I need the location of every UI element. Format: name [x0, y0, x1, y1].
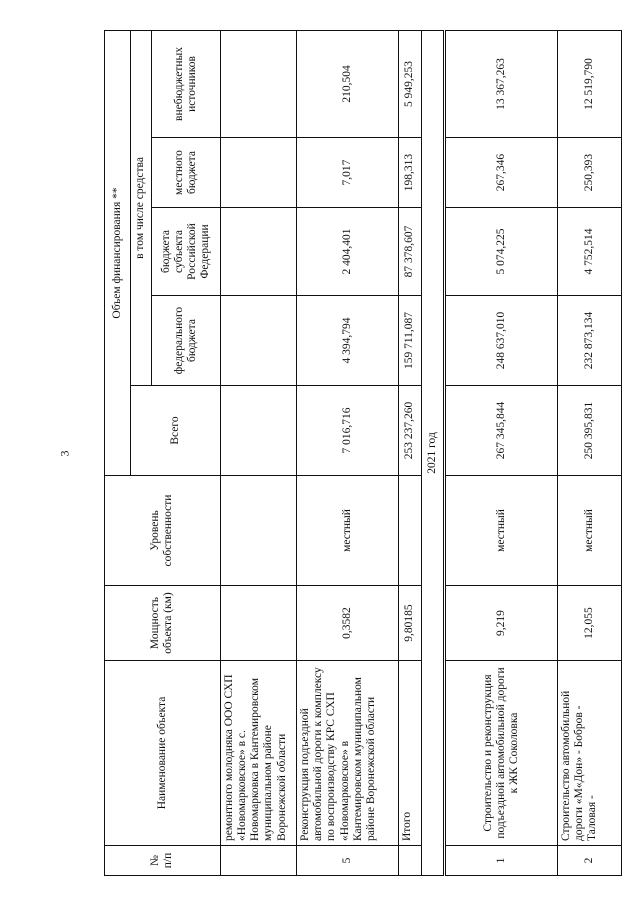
cell-local — [220, 138, 296, 208]
cell-extra — [220, 30, 296, 137]
cell-ownership: местный — [296, 476, 398, 586]
cell-federal: 232 873,134 — [557, 296, 621, 386]
cell-subject: 5 074,225 — [445, 208, 558, 296]
cell-extra: 210,504 — [296, 30, 398, 137]
cell-capacity: 12,055 — [557, 586, 621, 661]
cell-name: Строительство и реконструкция подъездной автомобильной дороги к ЖК Соколовка — [445, 661, 558, 846]
cell-num: 5 — [296, 846, 398, 876]
cell-subject: 87 378,607 — [398, 208, 422, 296]
header-capacity: Мощность объекта (км) — [105, 586, 221, 661]
cell-num — [220, 846, 296, 876]
cell-capacity: 0,3582 — [296, 586, 398, 661]
cell-local: 198,313 — [398, 138, 422, 208]
table-row — [445, 30, 558, 875]
cell-total — [220, 386, 296, 476]
table-row — [398, 30, 422, 875]
cell-ownership — [398, 476, 422, 586]
year-row — [422, 30, 445, 875]
cell-ownership: местный — [445, 476, 558, 586]
header-local: местного бюджета — [152, 138, 221, 208]
header-total: Всего — [130, 386, 220, 476]
cell-total: 7 016,716 — [296, 386, 398, 476]
cell-federal: 4 394,794 — [296, 296, 398, 386]
header-ownership: Уровень собственности — [105, 476, 221, 586]
cell-subject: 4 752,514 — [557, 208, 621, 296]
cell-ownership: местный — [557, 476, 621, 586]
header-extra: внебюджетных источников — [152, 30, 221, 137]
cell-name: Реконструкция подъездной автомобильной дороги к комплексу по воспроизводству КРС СХП «Новомарковское» в Кантемировском муниципальном районе Воронежской области — [296, 661, 398, 846]
cell-extra: 13 367,263 — [445, 30, 558, 137]
cell-num — [398, 846, 422, 876]
table-row — [220, 30, 296, 875]
cell-num: 2 — [557, 846, 621, 876]
header-num: № п/п — [105, 846, 221, 876]
cell-federal — [220, 296, 296, 386]
financing-table — [104, 30, 622, 876]
cell-capacity: 9,219 — [445, 586, 558, 661]
cell-local: 250,393 — [557, 138, 621, 208]
cell-ownership — [220, 476, 296, 586]
rotated-table-container — [104, 31, 622, 876]
cell-extra: 5 949,253 — [398, 30, 422, 137]
header-name: Наименование объекта — [105, 661, 221, 846]
table-row — [296, 30, 398, 875]
cell-subject — [220, 208, 296, 296]
cell-total: 253 237,260 — [398, 386, 422, 476]
header-incl: в том числе средства — [130, 30, 151, 385]
cell-local: 267,346 — [445, 138, 558, 208]
cell-federal: 159 711,087 — [398, 296, 422, 386]
cell-num: 1 — [445, 846, 558, 876]
cell-total: 250 395,831 — [557, 386, 621, 476]
year-label: 2021 год — [422, 30, 445, 875]
header-funding: Объем финансирования ** — [105, 30, 131, 475]
cell-subject: 2 404,401 — [296, 208, 398, 296]
cell-local: 7,017 — [296, 138, 398, 208]
table-row — [557, 30, 621, 875]
cell-capacity: 9,80185 — [398, 586, 422, 661]
cell-name: Итого — [398, 661, 422, 846]
header-subject: бюджета субъекта Российской Федерации — [152, 208, 221, 296]
cell-federal: 248 637,010 — [445, 296, 558, 386]
page-number: 3 — [57, 450, 72, 457]
cell-extra: 12 519,790 — [557, 30, 621, 137]
cell-name: ремонтного молодняка ООО СХП «Новомарковское» в с. Новомарковка в Кантемировском муниципальном районе Воронежской области — [220, 661, 296, 846]
cell-capacity — [220, 586, 296, 661]
cell-name: Строительство автомобильной дороги «М«Дон» - Бобров - Таловая - — [557, 661, 621, 846]
cell-total: 267 345,844 — [445, 386, 558, 476]
header-federal: федерального бюджета — [152, 296, 221, 386]
